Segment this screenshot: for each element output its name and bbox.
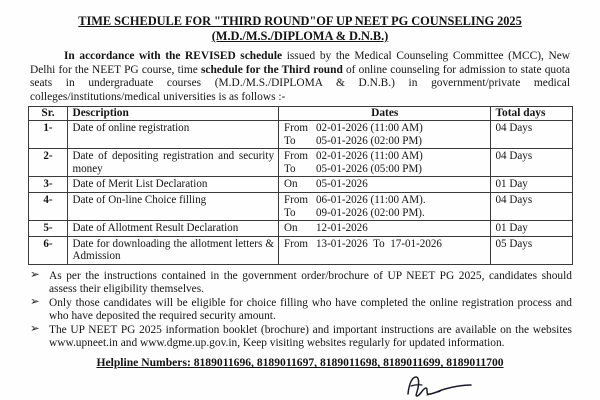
date-line: [284, 207, 486, 220]
date-line: [284, 238, 486, 251]
date-value: 05-01-2026 (02:00 PM): [316, 134, 423, 147]
date-line: [284, 122, 486, 135]
column-header-dates: Dates: [279, 107, 491, 121]
helpline-line: [0, 356, 600, 369]
table-header-row: [28, 107, 572, 121]
date-line: [284, 178, 486, 191]
table-row: [28, 120, 572, 148]
cell-total-days: 04 Days: [490, 149, 572, 177]
intro-paragraph: [30, 50, 570, 104]
date-line: [284, 135, 486, 148]
date-value: 12-01-2026: [316, 222, 368, 235]
table-row: [28, 149, 572, 177]
column-header-description: Description: [67, 107, 279, 121]
table-row: [28, 236, 572, 264]
date-label: From: [284, 150, 309, 163]
note-item: [28, 297, 572, 324]
table-row: [28, 221, 572, 237]
cell-total-days: 04 Days: [490, 120, 572, 148]
intro-bold-third-round: schedule for the Third round: [200, 63, 343, 76]
intro-bold-revised: In accordance with the REVISED schedule: [64, 50, 283, 62]
table-row: [28, 177, 572, 193]
date-label: To: [284, 162, 296, 175]
cell-sr: 2-: [28, 149, 67, 177]
date-value: 05-01-2026 (05:00 PM): [316, 162, 423, 175]
signature-icon: [405, 374, 475, 400]
signature-mark: [405, 374, 475, 400]
cell-sr: 1-: [28, 120, 67, 148]
cell-dates: [279, 149, 491, 177]
arrow-bullet-icon: ➢: [30, 322, 40, 335]
cell-dates: [279, 236, 491, 264]
cell-total-days: 04 Days: [490, 192, 572, 220]
cell-total-days: 05 Days: [490, 236, 572, 264]
cell-sr: 3-: [28, 177, 67, 193]
cell-dates: [279, 221, 491, 237]
date-label: From: [284, 193, 309, 206]
document-title: [0, 0, 600, 44]
title-line-2-text: (M.D./M.S./DIPLOMA & D.N.B.): [211, 29, 389, 43]
cell-sr: 5-: [28, 221, 67, 237]
cell-description: Date of online registration: [67, 120, 279, 148]
arrow-bullet-icon: ➢: [30, 268, 40, 281]
date-label: From: [284, 121, 309, 134]
arrow-bullet-icon: ➢: [30, 295, 40, 308]
cell-description: Date of Allotment Result Declaration: [67, 221, 279, 237]
cell-total-days: 01 Day: [490, 177, 572, 193]
note-text: The UP NEET PG 2025 information booklet (brochure) and important instructions are available on the websites www.upneet.in and www.dgme.up.gov.in, Keep visiting websites regularly for updated information.: [49, 323, 572, 349]
note-item: [28, 270, 572, 297]
intro-text-2: of online counseling for admission to state quota seats in undergraduate courses (M.D./M.S./DIPLOMA & D.N.B.) in government/private medical colleges/institutions/medical universities is as follows :-: [30, 63, 570, 103]
date-value: 09-01-2026 (02:00 PM).: [316, 206, 425, 219]
note-text: As per the instructions contained in the government order/brochure of UP NEET PG 2025, candidates should assess their eligibility themselves.: [49, 269, 572, 296]
table-row: [28, 192, 572, 220]
cell-description: Date of Merit List Declaration: [67, 177, 279, 193]
column-header-sr: Sr.: [28, 107, 67, 121]
notes-list: [28, 270, 572, 350]
date-label: On: [284, 178, 298, 191]
cell-description: Date of On-line Choice filling: [67, 192, 279, 220]
date-value: 02-01-2026 (11:00 AM): [316, 150, 423, 163]
note-item: [28, 324, 572, 351]
schedule-table: [28, 106, 573, 265]
note-text: Only those candidates will be eligible for choice filling who have completed the online registration process and who have deposited the required security amount.: [49, 296, 572, 323]
cell-description: Date for downloading the allotment letters & Admission: [67, 236, 279, 264]
helpline-text: Helpline Numbers: 8189011696, 8189011697, 8189011698, 8189011699, 8189011700: [96, 356, 504, 370]
title-line-2: [0, 29, 600, 44]
cell-total-days: 01 Day: [490, 221, 572, 237]
schedule-table-body: [28, 120, 572, 264]
date-label: To: [284, 134, 296, 147]
cell-dates: [279, 120, 491, 148]
date-label: On: [284, 222, 298, 235]
date-value: 05-01-2026: [316, 178, 368, 191]
cell-sr: 4-: [28, 192, 67, 220]
date-value: 06-01-2026 (11:00 AM).: [316, 193, 426, 206]
date-line: [284, 222, 486, 235]
column-header-total-days: Total days: [490, 107, 572, 121]
title-line-1-text: TIME SCHEDULE FOR "THIRD ROUND"OF UP NEET PG COUNSELING 2025: [78, 14, 522, 28]
date-line: [284, 150, 486, 163]
cell-dates: [279, 192, 491, 220]
clipped-header-artifact: [0, 0, 600, 3]
cell-dates: [279, 177, 491, 193]
date-value: 13-01-2026 To 17-01-2026: [316, 237, 442, 250]
intro-text-1: issued by the Medical Counseling Committee (MCC), New Delhi for the NEET PG course, time: [30, 50, 570, 76]
date-label: To: [284, 206, 296, 219]
cell-sr: 6-: [28, 236, 67, 264]
cell-description: Date of depositing registration and security money: [67, 149, 279, 177]
date-line: [284, 163, 486, 176]
date-label: From: [284, 237, 309, 250]
date-line: [284, 194, 486, 207]
date-value: 02-01-2026 (11:00 AM): [316, 121, 423, 134]
title-line-1: [0, 14, 600, 29]
